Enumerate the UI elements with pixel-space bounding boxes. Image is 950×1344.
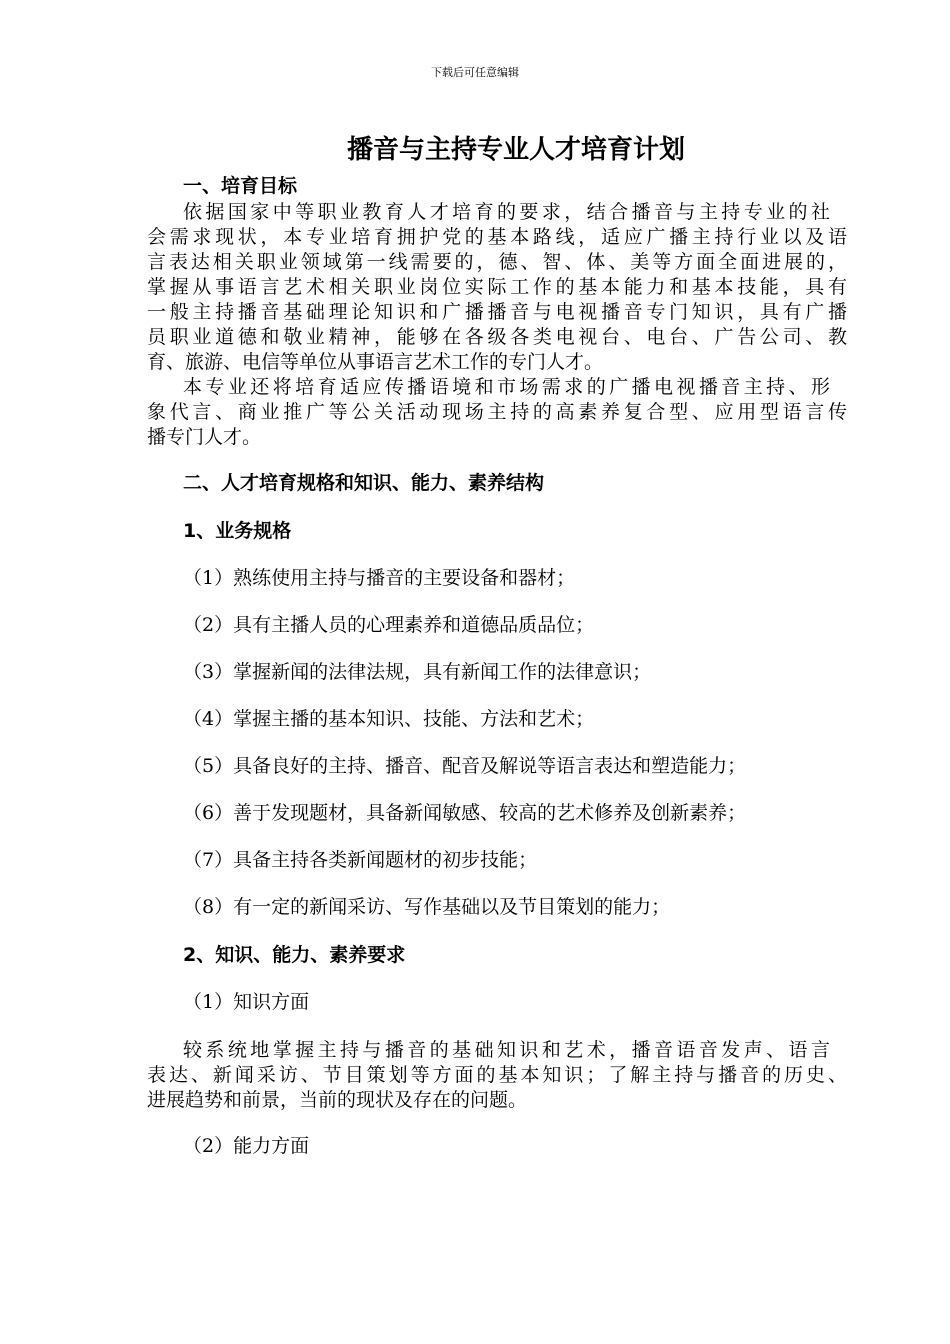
paragraph-line: 会需求现状，本专业培育拥护党的基本路线，适应广播主持行业以及语 [147, 226, 847, 248]
section-heading-goals: 一、培育目标 [183, 175, 298, 197]
knowledge-label: （1）知识方面 [183, 991, 310, 1013]
paragraph-line: 本专业还将培育适应传播语境和市场需求的广播电视播音主持、形 [183, 376, 830, 398]
section-heading-specs: 二、人才培育规格和知识、能力、素养结构 [183, 472, 545, 494]
list-item: （1）熟练使用主持与播音的主要设备和器材； [183, 567, 576, 589]
paragraph-line: 进展趋势和前景，当前的现状及存在的问题。 [147, 1089, 528, 1111]
paragraph-line: 言表达相关职业领域第一线需要的，德、智、体、美等方面全面进展的， [147, 251, 847, 273]
paragraph-line: 育、旅游、电信等单位从事语言艺术工作的专门人才。 [147, 351, 604, 373]
paragraph-line: 依据国家中等职业教育人才培育的要求，结合播音与主持专业的社 [183, 201, 830, 223]
document-title: 播音与主持专业人才培育计划 [346, 135, 685, 165]
paragraph-line: 表达、新闻采访、节目策划等方面的基本知识；了解主持与播音的历史、 [147, 1064, 847, 1086]
list-item: （5）具备良好的主持、播音、配音及解说等语言表达和塑造能力； [183, 755, 747, 777]
subsection-heading-requirements: 2、知识、能力、素养要求 [183, 944, 406, 966]
paragraph-line: 播专门人才。 [147, 426, 262, 448]
paragraph-line: 象代言、商业推广等公关活动现场主持的高素养复合型、应用型语言传 [147, 401, 847, 423]
header-note: 下载后可任意编辑 [431, 66, 519, 79]
list-item: （6）善于发现题材，具备新闻敏感、较高的艺术修养及创新素养； [183, 802, 747, 824]
list-item: （2）具有主播人员的心理素养和道德品质品位； [183, 614, 595, 636]
list-item: （4）掌握主播的基本知识、技能、方法和艺术； [183, 708, 595, 730]
paragraph-line: 员职业道德和敬业精神，能够在各级各类电视台、电台、广告公司、教 [147, 326, 847, 348]
ability-label: （2）能力方面 [183, 1135, 310, 1157]
paragraph-line: 一般主持播音基础理论知识和广播播音与电视播音专门知识，具有广播 [147, 301, 847, 323]
paragraph-line: 掌握从事语言艺术相关职业岗位实际工作的基本能力和基本技能，具有 [147, 276, 847, 298]
list-item: （3）掌握新闻的法律法规，具有新闻工作的法律意识； [183, 661, 652, 683]
paragraph-line: 较系统地掌握主持与播音的基础知识和艺术，播音语音发声、语言 [183, 1039, 830, 1061]
list-item: （7）具备主持各类新闻题材的初步技能； [183, 849, 538, 871]
list-item: （8）有一定的新闻采访、写作基础以及节目策划的能力； [183, 896, 671, 918]
subsection-heading-business: 1、业务规格 [183, 520, 292, 542]
